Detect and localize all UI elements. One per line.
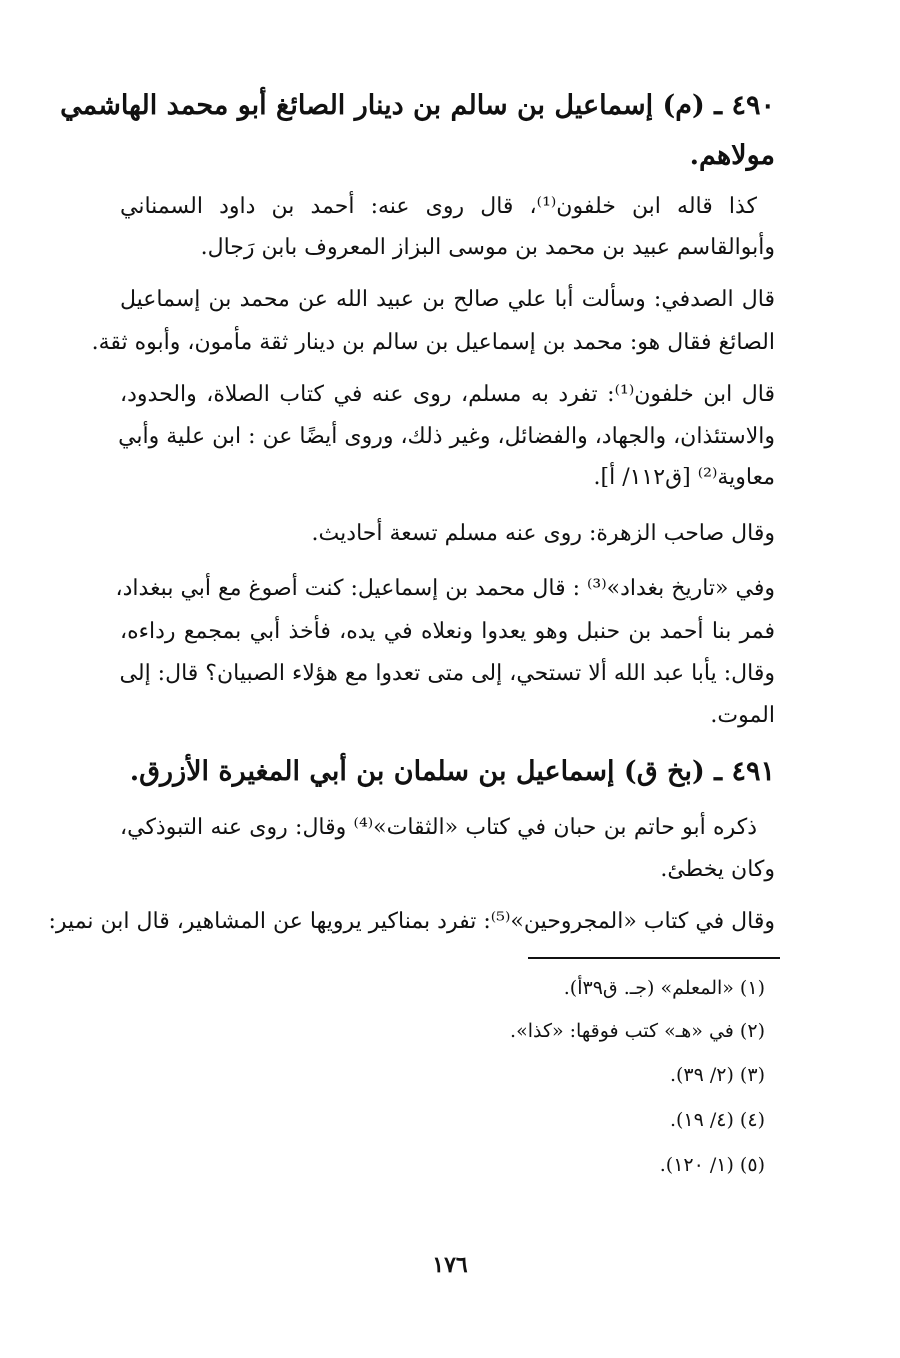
entry-490-p5-line2: فمر بنا أحمد بن حنبل وهو يعدوا ونعلاه في يده، فأخذ أبي بمجمع رداءه، xyxy=(120,619,776,644)
entry-490-p5-line4: الموت. xyxy=(710,703,775,728)
footnote-2: (٢) في «هـ» كتب فوقها: «كذا». xyxy=(510,1020,765,1042)
entry-491-p1-line2: وكان يخطئ. xyxy=(660,857,775,882)
entry-490-p5-line3: وقال: يأبا عبد الله ألا تستحي، إلى متى تعدوا مع هؤلاء الصبيان؟ قال: إلى xyxy=(119,661,775,686)
footnote-3: (٣) (٢/ ٣٩). xyxy=(669,1064,765,1086)
entry-490-p1-line2: وأبوالقاسم عبيد بن محمد بن موسى البزاز المعروف بابن رَجال. xyxy=(200,235,775,260)
entry-491-p2-line1: وقال في كتاب «المجروحين»⁽⁵⁾: تفرد بمناكير يرويها عن المشاهير، قال ابن نمير: xyxy=(48,909,775,934)
footnote-1: (١) «المعلم» (جـ. ق٣٩أ). xyxy=(563,977,765,999)
entry-490-p1-line1: كذا قاله ابن خلفون⁽¹⁾، قال روى عنه: أحمد بن داود السمناني xyxy=(120,194,757,219)
entry-491-p1-line1: ذكره أبو حاتم بن حبان في كتاب «الثقات»⁽⁴⁾ وقال: روى عنه التبوذكي، xyxy=(120,815,757,840)
entry-490-p4-line1: وقال صاحب الزهرة: روى عنه مسلم تسعة أحاديث. xyxy=(311,521,775,546)
entry-490-p5-line1: وفي «تاريخ بغداد»⁽³⁾ : قال محمد بن إسماعيل: كنت أصوغ مع أبي ببغداد، xyxy=(115,576,775,601)
entry-490-p2-line2: الصائغ فقال هو: محمد بن إسماعيل بن سالم بن دينار ثقة مأمون، وأبوه ثقة. xyxy=(91,330,775,355)
entry-491-heading: ٤٩١ ـ (بخ ق) إسماعيل بن سلمان بن أبي المغيرة الأزرق. xyxy=(129,756,775,787)
footnote-divider xyxy=(528,957,780,959)
footnote-4: (٤) (٤/ ١٩). xyxy=(669,1109,765,1131)
entry-490-p3-line3: معاوية⁽²⁾ [ق١١٢/ أ]. xyxy=(593,465,775,490)
page-number: ١٧٦ xyxy=(432,1252,468,1278)
footnote-5: (٥) (١/ ١٢٠). xyxy=(659,1154,765,1176)
entry-490-heading: ٤٩٠ ـ (م) إسماعيل بن سالم بن دينار الصائغ أبو محمد الهاشمي xyxy=(60,90,775,121)
entry-490-p3-line1: قال ابن خلفون⁽¹⁾: تفرد به مسلم، روى عنه في كتاب الصلاة، والحدود، xyxy=(120,382,776,407)
entry-490-heading-cont: مولاهم. xyxy=(689,140,775,171)
entry-490-p3-line2: والاستئذان، والجهاد، والفضائل، وغير ذلك، وروى أيضًا عن : ابن علية وأبي xyxy=(118,424,775,449)
entry-490-p2-line1: قال الصدفي: وسألت أبا علي صالح بن عبيد الله عن محمد بن إسماعيل xyxy=(120,287,775,312)
